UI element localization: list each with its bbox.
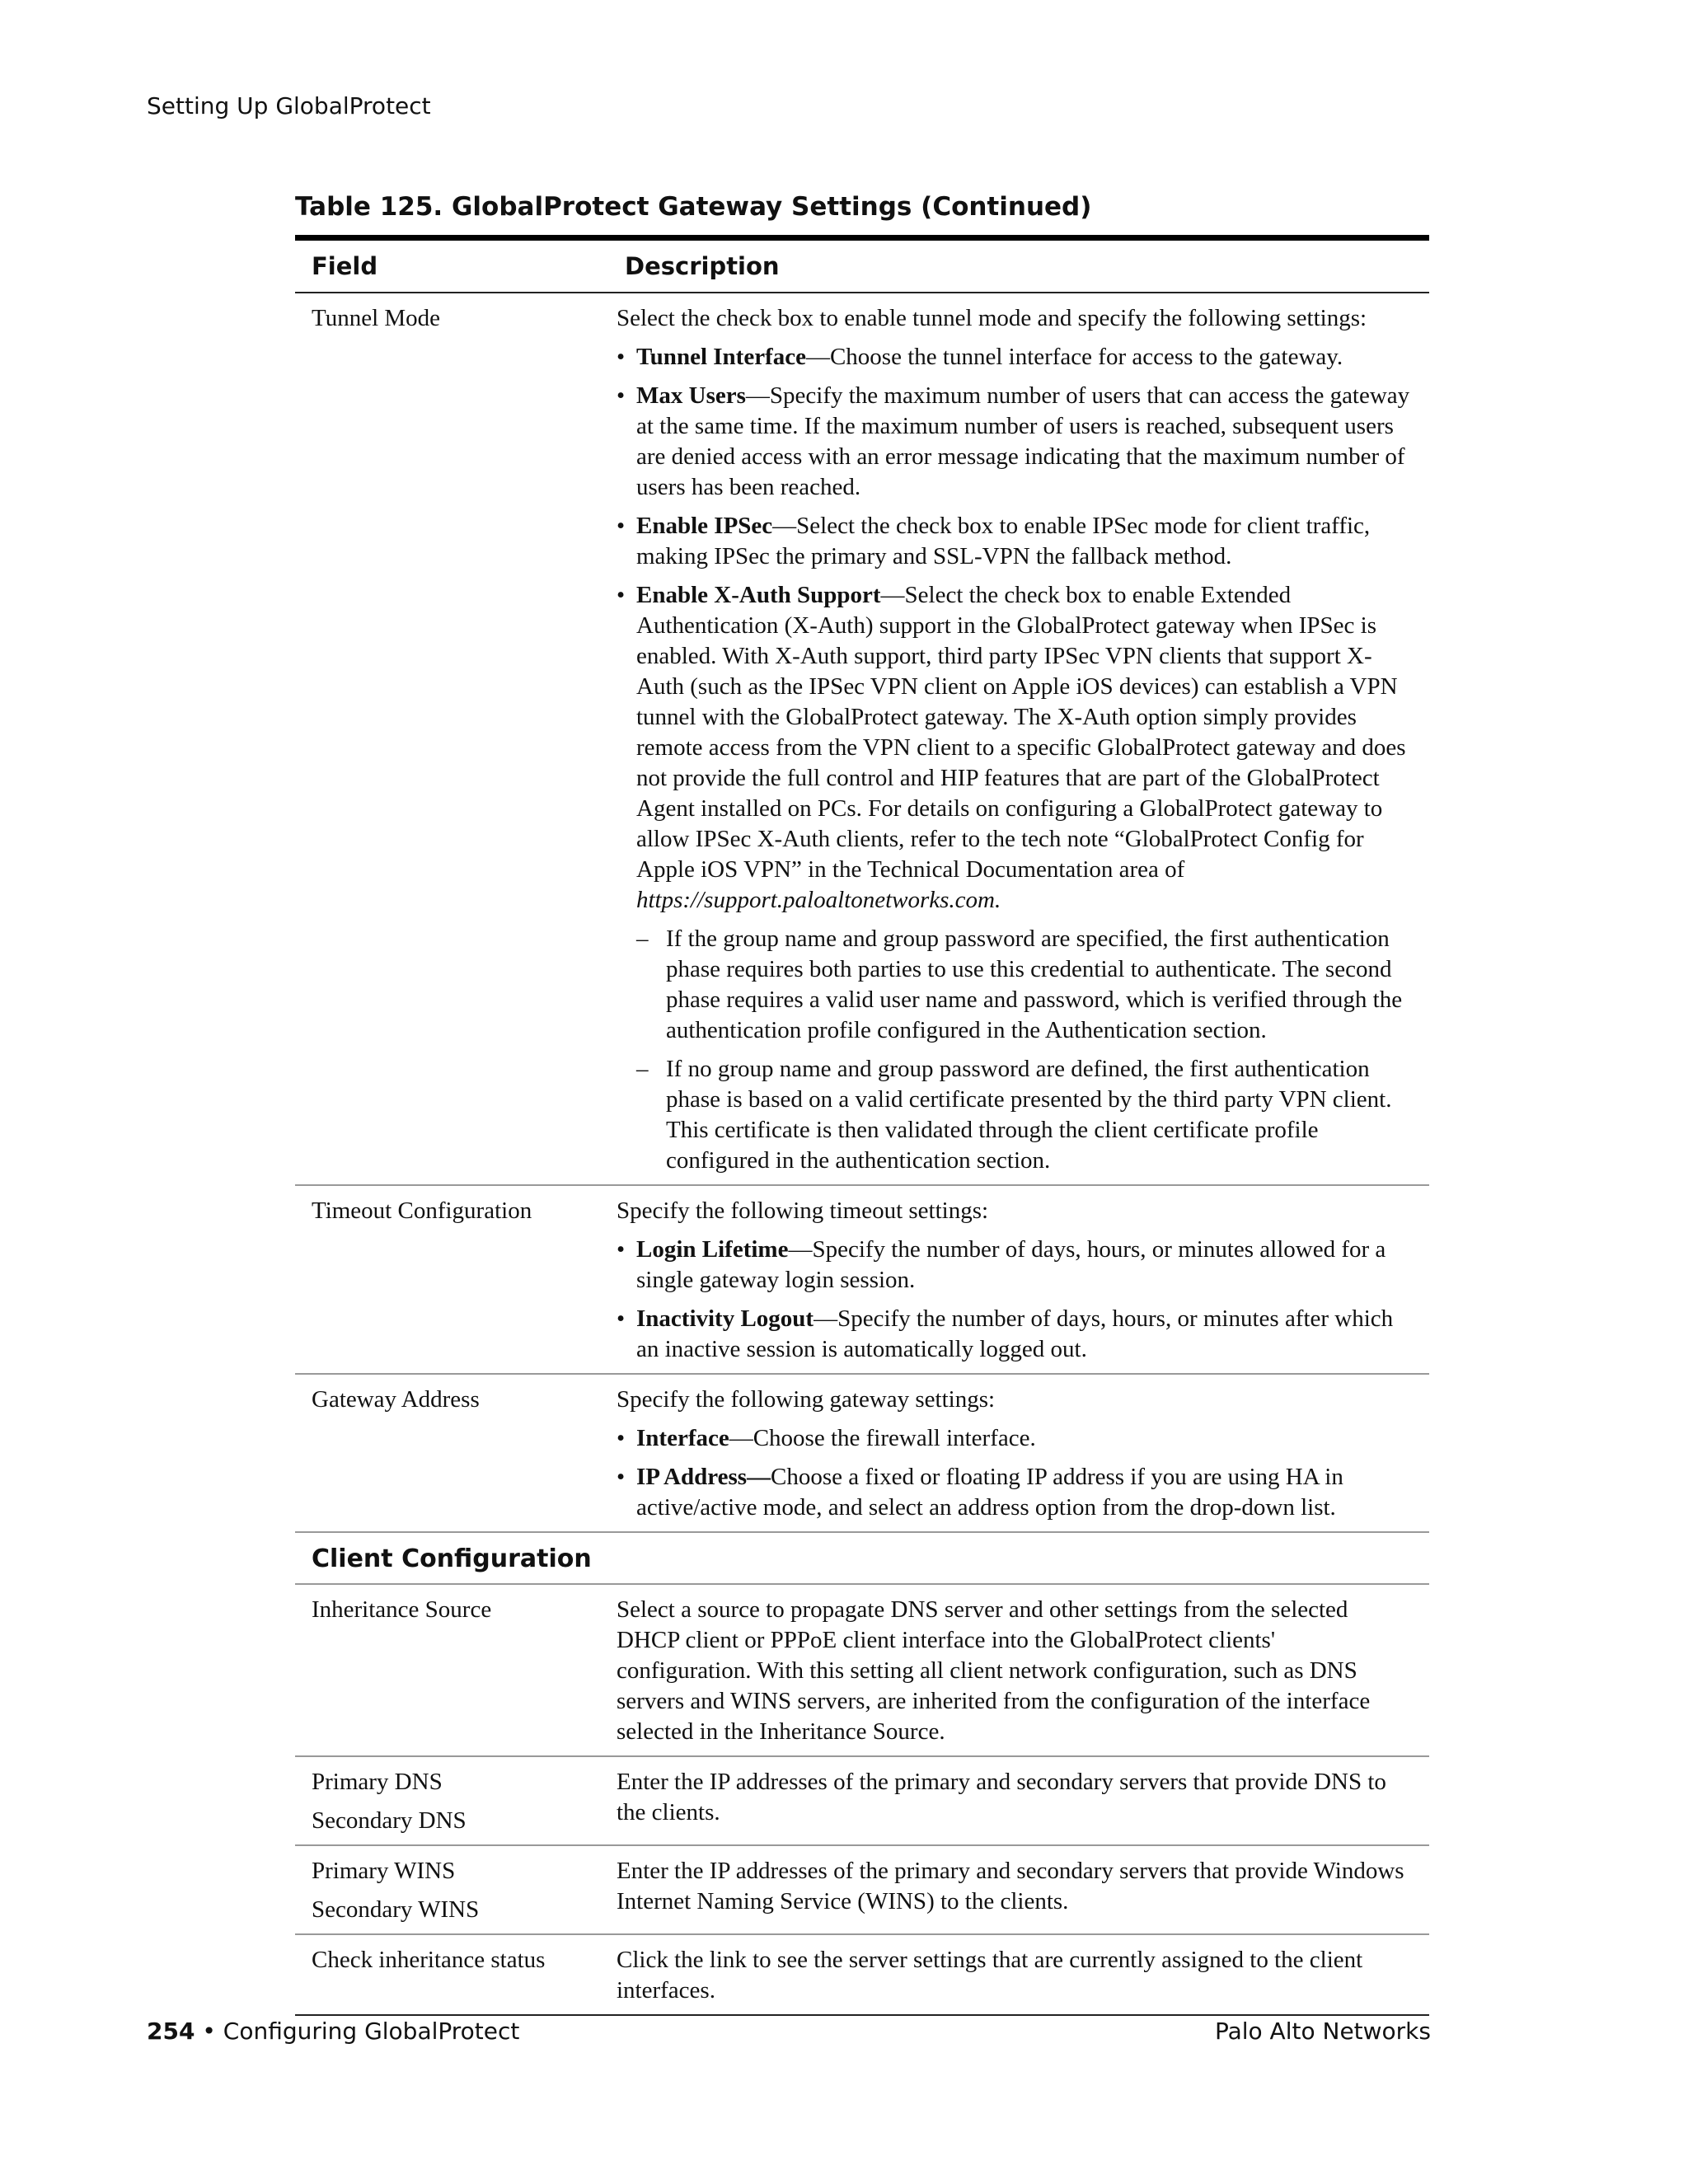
client-configuration-heading: Client Configuration xyxy=(295,1533,1429,1585)
field-timeout: Timeout Configuration xyxy=(312,1197,532,1224)
table-row-check-inheritance xyxy=(295,1935,1429,2016)
login-lifetime-item: • Login Lifetime—Specify the number of days, hours, or minutes allowed for a single gateway login session. xyxy=(617,1235,1413,1296)
xauth-cert-subitem: – If no group name and group password are defined, the first authentication phase is based on a valid certificate presented by the third party VPN client. This certificate is then validated through the client certificate profile configured in the authentication section. xyxy=(617,1054,1413,1176)
table-top-rule xyxy=(295,235,1429,241)
table-row-inheritance-source xyxy=(295,1585,1429,1757)
max-users-item: • Max Users—Specify the maximum number of users that can access the gateway at the same time. If the maximum number of users is reached, subsequent users are denied access with an error message indicating that the maximum number of users has been reached. xyxy=(617,381,1413,503)
table-row-dns xyxy=(295,1757,1429,1846)
table-row-wins xyxy=(295,1846,1429,1935)
timeout-intro: Specify the following timeout settings: xyxy=(617,1197,989,1224)
running-header: Setting Up GlobalProtect xyxy=(147,92,431,120)
field-inheritance-source: Inheritance Source xyxy=(312,1596,492,1623)
wins-description: Enter the IP addresses of the primary and secondary servers that provide Windows Internet Naming Service (WINS) to the clients. xyxy=(617,1858,1404,1915)
enable-xauth-item: • Enable X-Auth Support—Select the check box to enable Extended Authentication (X-Auth) support in the GlobalProtect gateway when IPSec is enabled. With X-Auth support, third party IPSec VPN clients that support X-Auth (such as the IPSec VPN client on Apple iOS devices) can establish a VPN tunnel with the GlobalProtect gateway. The X-Auth option simply provides remote access from the VPN client to a specific GlobalProtect gateway and does not provide the full control and HIP features that are part of the GlobalProtect Agent installed on PCs. For details on configuring a GlobalProtect gateway to allow IPSec X-Auth clients, refer to the tech note “GlobalProtect Config for Apple iOS VPN” in the Technical Documentation area of https://support.paloaltonetworks.com. xyxy=(617,580,1413,916)
inheritance-description: Select a source to propagate DNS server and other settings from the selected DHCP client or PPPoE client interface into the GlobalProtect clients' configuration. With this setting all client network configuration, such as DNS servers and WINS servers, are inherited from the configuration of the interface selected in the Inheritance Source. xyxy=(617,1596,1371,1745)
dns-description: Enter the IP addresses of the primary and secondary servers that provide DNS to the clients. xyxy=(617,1769,1386,1825)
support-link[interactable]: https://support.paloaltonetworks.com. xyxy=(636,887,1001,913)
field-check-inheritance: Check inheritance status xyxy=(312,1947,546,1973)
ip-address-item: • IP Address—Choose a fixed or floating IP address if you are using HA in active/active mode, and select an address option from the drop-down list. xyxy=(617,1462,1413,1523)
field-secondary-wins: Secondary WINS xyxy=(312,1896,480,1923)
page-number: 254 xyxy=(147,2018,195,2045)
field-secondary-dns: Secondary DNS xyxy=(312,1807,467,1834)
interface-item: • Interface—Choose the firewall interface. xyxy=(617,1423,1413,1454)
table-row-gateway-address xyxy=(295,1375,1429,1533)
xauth-group-subitem: – If the group name and group password are specified, the first authentication phase requires both parties to use this credential to authenticate. The second phase requires a valid user name and password, which is verified through the authentication profile configured in the Authentication section. xyxy=(617,924,1413,1046)
footer-company: Palo Alto Networks xyxy=(1214,2018,1431,2045)
table-header-row xyxy=(295,241,1429,293)
tunnel-mode-intro: Select the check box to enable tunnel mode and specify the following settings: xyxy=(617,305,1367,331)
table-row-tunnel-mode xyxy=(295,293,1429,1186)
settings-table xyxy=(295,235,1429,2016)
inactivity-logout-item: • Inactivity Logout—Specify the number of days, hours, or minutes after which an inactive session is automatically logged out. xyxy=(617,1304,1413,1365)
field-primary-dns: Primary DNS xyxy=(312,1769,443,1795)
column-header-description: Description xyxy=(625,251,780,280)
table-title: Table 125. GlobalProtect Gateway Settings (Continued) xyxy=(295,192,1092,222)
column-header-field: Field xyxy=(312,251,378,280)
tunnel-interface-item: • Tunnel Interface—Choose the tunnel interface for access to the gateway. xyxy=(617,342,1413,373)
table-row-timeout xyxy=(295,1186,1429,1375)
chapter-title: • Configuring GlobalProtect xyxy=(195,2018,520,2045)
enable-ipsec-item: • Enable IPSec—Select the check box to enable IPSec mode for client traffic, making IPSec the primary and SSL-VPN the fallback method. xyxy=(617,511,1413,572)
gateway-intro: Specify the following gateway settings: xyxy=(617,1386,996,1413)
field-primary-wins: Primary WINS xyxy=(312,1858,456,1884)
footer-left xyxy=(147,2018,519,2045)
check-inheritance-description: Click the link to see the server settings that are currently assigned to the client interfaces. xyxy=(617,1947,1363,2004)
field-tunnel-mode: Tunnel Mode xyxy=(312,305,441,331)
field-gateway-address: Gateway Address xyxy=(312,1386,480,1413)
